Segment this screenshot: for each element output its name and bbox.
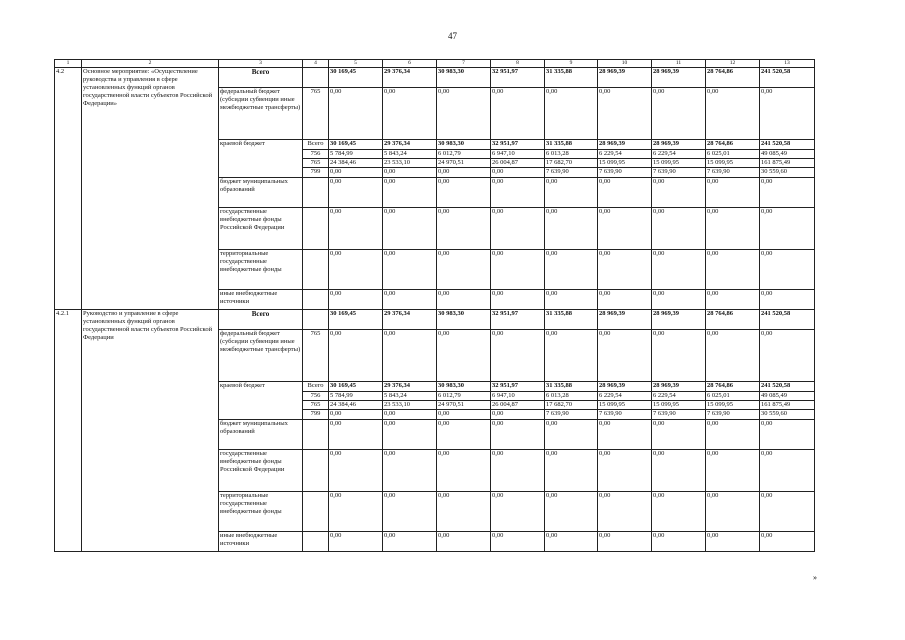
value-cell: 32 951,97: [491, 68, 545, 88]
budget-code: [303, 250, 329, 290]
value-cell: 0,00: [329, 532, 383, 552]
value-cell: 0,00: [437, 178, 491, 208]
value-cell: 0,00: [329, 420, 383, 450]
table-row: [55, 68, 815, 88]
value-cell: 0,00: [652, 88, 706, 140]
budget-code: 765: [303, 330, 329, 382]
value-cell: 0,00: [383, 450, 437, 492]
value-cell: 24 384,46: [329, 401, 383, 410]
value-cell: 0,00: [598, 250, 652, 290]
value-cell: 0,00: [329, 330, 383, 382]
funding-source-label: государственные внебюджетные фонды Российской Федерации: [219, 208, 303, 250]
col-number: 1: [55, 60, 82, 68]
value-cell: 241 520,58: [760, 382, 815, 392]
value-cell: 30 169,45: [329, 140, 383, 150]
value-cell: 0,00: [383, 420, 437, 450]
value-cell: 0,00: [329, 178, 383, 208]
value-cell: 29 376,34: [383, 140, 437, 150]
funding-source-label: иные внебюджетные источники: [219, 290, 303, 310]
value-cell: 7 639,90: [545, 410, 598, 420]
value-cell: 0,00: [491, 208, 545, 250]
value-cell: 0,00: [652, 208, 706, 250]
funding-source-label: краевой бюджет: [219, 382, 303, 420]
value-cell: 5 784,99: [329, 150, 383, 159]
value-cell: 0,00: [491, 532, 545, 552]
measure-number: 4.2: [55, 68, 82, 310]
value-cell: 28 969,39: [652, 140, 706, 150]
value-cell: 30 169,45: [329, 68, 383, 88]
col-number: 11: [652, 60, 706, 68]
value-cell: 5 784,99: [329, 392, 383, 401]
value-cell: 0,00: [491, 88, 545, 140]
value-cell: 0,00: [706, 532, 760, 552]
value-cell: 7 639,90: [598, 168, 652, 178]
value-cell: 29 376,34: [383, 310, 437, 330]
value-cell: 0,00: [491, 420, 545, 450]
budget-code: [303, 420, 329, 450]
value-cell: 28 764,86: [706, 310, 760, 330]
budget-code: 765: [303, 159, 329, 168]
value-cell: 17 682,70: [545, 401, 598, 410]
value-cell: 6 947,10: [491, 392, 545, 401]
value-cell: 0,00: [545, 178, 598, 208]
value-cell: 28 969,39: [652, 68, 706, 88]
value-cell: 28 969,39: [598, 382, 652, 392]
value-cell: 0,00: [652, 532, 706, 552]
value-cell: 32 951,97: [491, 310, 545, 330]
funding-source-label: краевой бюджет: [219, 140, 303, 178]
value-cell: 30 983,30: [437, 140, 491, 150]
value-cell: 6 025,01: [706, 150, 760, 159]
table-row: [55, 310, 815, 330]
funding-source-label: федеральный бюджет (субсидии субвенции иные межбюджетные трансферты): [219, 330, 303, 382]
value-cell: 28 969,39: [598, 310, 652, 330]
value-cell: 0,00: [491, 410, 545, 420]
value-cell: 31 335,88: [545, 310, 598, 330]
value-cell: 7 639,90: [706, 410, 760, 420]
value-cell: 0,00: [437, 330, 491, 382]
value-cell: 28 764,86: [706, 382, 760, 392]
value-cell: 0,00: [383, 492, 437, 532]
value-cell: 0,00: [598, 420, 652, 450]
value-cell: 28 969,39: [652, 310, 706, 330]
value-cell: 6 229,54: [598, 150, 652, 159]
col-number: 12: [706, 60, 760, 68]
funding-source-label: бюджет муниципальных образований: [219, 420, 303, 450]
col-number: 8: [491, 60, 545, 68]
value-cell: 7 639,90: [652, 168, 706, 178]
value-cell: 0,00: [329, 492, 383, 532]
value-cell: 0,00: [437, 88, 491, 140]
value-cell: 30 559,60: [760, 410, 815, 420]
value-cell: 0,00: [760, 250, 815, 290]
budget-code: Всего: [303, 140, 329, 150]
value-cell: 0,00: [760, 178, 815, 208]
value-cell: 0,00: [437, 410, 491, 420]
value-cell: 6 025,01: [706, 392, 760, 401]
value-cell: 0,00: [383, 208, 437, 250]
budget-code: [303, 68, 329, 88]
value-cell: 0,00: [598, 330, 652, 382]
value-cell: 0,00: [329, 208, 383, 250]
value-cell: 0,00: [437, 168, 491, 178]
value-cell: 31 335,88: [545, 382, 598, 392]
value-cell: 0,00: [760, 330, 815, 382]
value-cell: 0,00: [598, 492, 652, 532]
value-cell: 5 843,24: [383, 392, 437, 401]
budget-code: 765: [303, 401, 329, 410]
value-cell: 15 099,95: [706, 401, 760, 410]
value-cell: 23 533,10: [383, 159, 437, 168]
value-cell: 29 376,34: [383, 68, 437, 88]
value-cell: 0,00: [760, 532, 815, 552]
value-cell: 0,00: [652, 492, 706, 532]
value-cell: 0,00: [545, 450, 598, 492]
value-cell: 0,00: [706, 492, 760, 532]
value-cell: 0,00: [329, 168, 383, 178]
col-number: 6: [383, 60, 437, 68]
value-cell: 0,00: [491, 290, 545, 310]
value-cell: 0,00: [706, 208, 760, 250]
budget-code: 799: [303, 168, 329, 178]
value-cell: 0,00: [545, 88, 598, 140]
measure-title: Руководство и управление в сфере установленных функций органов государственной власти субъектов Российской Федерации: [82, 310, 219, 552]
value-cell: 0,00: [491, 178, 545, 208]
value-cell: 0,00: [383, 250, 437, 290]
value-cell: 0,00: [706, 330, 760, 382]
value-cell: 0,00: [652, 178, 706, 208]
value-cell: 30 983,30: [437, 68, 491, 88]
value-cell: 0,00: [760, 450, 815, 492]
column-numbers-row: [55, 60, 815, 68]
value-cell: 24 384,46: [329, 159, 383, 168]
value-cell: 0,00: [652, 290, 706, 310]
value-cell: 0,00: [491, 492, 545, 532]
value-cell: 26 004,87: [491, 159, 545, 168]
value-cell: 0,00: [383, 88, 437, 140]
value-cell: 0,00: [706, 450, 760, 492]
value-cell: 7 639,90: [545, 168, 598, 178]
value-cell: 17 682,70: [545, 159, 598, 168]
value-cell: 0,00: [329, 290, 383, 310]
value-cell: 15 099,95: [652, 159, 706, 168]
value-cell: 24 970,51: [437, 401, 491, 410]
value-cell: 6 013,28: [545, 150, 598, 159]
value-cell: 0,00: [491, 250, 545, 290]
funding-source-label: иные внебюджетные источники: [219, 532, 303, 552]
value-cell: 241 520,58: [760, 310, 815, 330]
value-cell: 0,00: [598, 532, 652, 552]
value-cell: 0,00: [383, 290, 437, 310]
value-cell: 7 639,90: [598, 410, 652, 420]
value-cell: 0,00: [760, 88, 815, 140]
value-cell: 161 875,49: [760, 159, 815, 168]
value-cell: 0,00: [491, 168, 545, 178]
measure-title: Основное мероприятие: «Осуществление руководства и управления в сфере установленных функций органов государственной власти субъектов Российской Федерации»: [82, 68, 219, 310]
col-number: 2: [82, 60, 219, 68]
value-cell: 49 085,49: [760, 392, 815, 401]
budget-code: [303, 310, 329, 330]
value-cell: 0,00: [760, 208, 815, 250]
value-cell: 0,00: [383, 178, 437, 208]
value-cell: 15 099,95: [598, 159, 652, 168]
value-cell: 29 376,34: [383, 382, 437, 392]
budget-code: 799: [303, 410, 329, 420]
budget-code: [303, 492, 329, 532]
value-cell: 49 085,49: [760, 150, 815, 159]
value-cell: 0,00: [491, 450, 545, 492]
value-cell: 6 229,54: [598, 392, 652, 401]
value-cell: 0,00: [652, 250, 706, 290]
value-cell: 0,00: [383, 532, 437, 552]
value-cell: 0,00: [491, 330, 545, 382]
value-cell: 241 520,58: [760, 140, 815, 150]
value-cell: 0,00: [545, 420, 598, 450]
budget-code: [303, 178, 329, 208]
budget-code: [303, 532, 329, 552]
value-cell: 0,00: [329, 88, 383, 140]
funding-source-label: государственные внебюджетные фонды Российской Федерации: [219, 450, 303, 492]
value-cell: 0,00: [652, 450, 706, 492]
value-cell: 0,00: [598, 290, 652, 310]
value-cell: 0,00: [598, 88, 652, 140]
value-cell: 23 533,10: [383, 401, 437, 410]
value-cell: 0,00: [598, 450, 652, 492]
value-cell: 6 229,54: [652, 392, 706, 401]
value-cell: 32 951,97: [491, 140, 545, 150]
value-cell: 28 969,39: [652, 382, 706, 392]
budget-code: Всего: [303, 382, 329, 392]
value-cell: 6 012,79: [437, 150, 491, 159]
value-cell: 30 169,45: [329, 310, 383, 330]
budget-code: [303, 208, 329, 250]
measure-number: 4.2.1: [55, 310, 82, 552]
value-cell: 0,00: [706, 250, 760, 290]
value-cell: 0,00: [760, 420, 815, 450]
value-cell: 30 559,60: [760, 168, 815, 178]
value-cell: 0,00: [437, 208, 491, 250]
budget-code: [303, 450, 329, 492]
col-number: 10: [598, 60, 652, 68]
col-number: 13: [760, 60, 815, 68]
value-cell: 30 983,30: [437, 382, 491, 392]
page-number: 47: [448, 31, 457, 41]
value-cell: 0,00: [760, 290, 815, 310]
budget-code: 756: [303, 150, 329, 159]
value-cell: 0,00: [383, 330, 437, 382]
value-cell: 0,00: [437, 532, 491, 552]
value-cell: 7 639,90: [706, 168, 760, 178]
value-cell: 0,00: [383, 168, 437, 178]
value-cell: 241 520,58: [760, 68, 815, 88]
col-number: 3: [219, 60, 303, 68]
value-cell: 0,00: [329, 450, 383, 492]
value-cell: 6 229,54: [652, 150, 706, 159]
value-cell: 0,00: [706, 420, 760, 450]
value-cell: 0,00: [760, 492, 815, 532]
funding-source-label: территориальные государственные внебюджетные фонды: [219, 492, 303, 532]
value-cell: 0,00: [652, 420, 706, 450]
value-cell: 31 335,88: [545, 140, 598, 150]
value-cell: 5 843,24: [383, 150, 437, 159]
value-cell: 15 099,95: [652, 401, 706, 410]
value-cell: 0,00: [437, 290, 491, 310]
funding-source-label: Всего: [219, 68, 303, 88]
value-cell: 0,00: [545, 290, 598, 310]
value-cell: 6 013,28: [545, 392, 598, 401]
value-cell: 0,00: [329, 250, 383, 290]
col-number: 7: [437, 60, 491, 68]
budget-code: [303, 290, 329, 310]
value-cell: 0,00: [437, 492, 491, 532]
value-cell: 0,00: [545, 532, 598, 552]
value-cell: 0,00: [652, 330, 706, 382]
col-number: 9: [545, 60, 598, 68]
value-cell: 0,00: [545, 208, 598, 250]
value-cell: 0,00: [706, 290, 760, 310]
value-cell: 7 639,90: [652, 410, 706, 420]
value-cell: 30 169,45: [329, 382, 383, 392]
value-cell: 28 969,39: [598, 140, 652, 150]
value-cell: 0,00: [383, 410, 437, 420]
value-cell: 15 099,95: [598, 401, 652, 410]
funding-source-label: Всего: [219, 310, 303, 330]
value-cell: 0,00: [598, 178, 652, 208]
col-number: 4: [303, 60, 329, 68]
value-cell: 0,00: [598, 208, 652, 250]
value-cell: 161 875,49: [760, 401, 815, 410]
value-cell: 6 947,10: [491, 150, 545, 159]
value-cell: 28 969,39: [598, 68, 652, 88]
value-cell: 0,00: [329, 410, 383, 420]
value-cell: 0,00: [545, 330, 598, 382]
value-cell: 28 764,86: [706, 68, 760, 88]
value-cell: 0,00: [437, 420, 491, 450]
value-cell: 0,00: [545, 250, 598, 290]
value-cell: 0,00: [437, 250, 491, 290]
value-cell: 32 951,97: [491, 382, 545, 392]
value-cell: 26 004,87: [491, 401, 545, 410]
value-cell: 0,00: [706, 178, 760, 208]
value-cell: 31 335,88: [545, 68, 598, 88]
funding-source-label: территориальные государственные внебюджетные фонды: [219, 250, 303, 290]
budget-code: 756: [303, 392, 329, 401]
value-cell: 0,00: [545, 492, 598, 532]
col-number: 5: [329, 60, 383, 68]
value-cell: 0,00: [437, 450, 491, 492]
budget-code: 765: [303, 88, 329, 140]
budget-table: [54, 59, 815, 552]
value-cell: 28 764,86: [706, 140, 760, 150]
continuation-mark: »: [813, 573, 817, 582]
value-cell: 0,00: [706, 88, 760, 140]
funding-source-label: федеральный бюджет (субсидии субвенции иные межбюджетные трансферты): [219, 88, 303, 140]
value-cell: 6 012,79: [437, 392, 491, 401]
value-cell: 15 099,95: [706, 159, 760, 168]
value-cell: 24 970,51: [437, 159, 491, 168]
value-cell: 30 983,30: [437, 310, 491, 330]
funding-source-label: бюджет муниципальных образований: [219, 178, 303, 208]
